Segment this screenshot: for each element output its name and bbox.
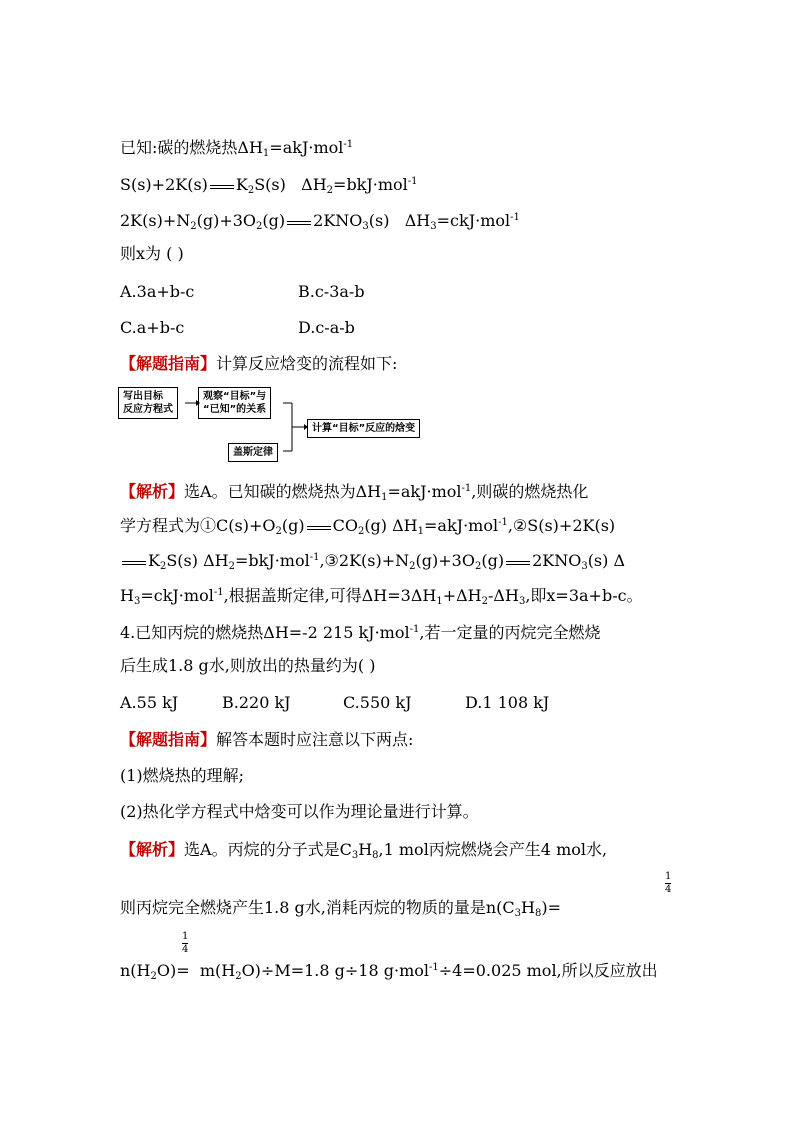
equal-sign-icon	[305, 521, 333, 533]
q4-analysis-line-1: 【解析】选A。丙烷的分子式是$C_3H_8,1$ mol丙烷燃烧会产生4 mol水,	[120, 840, 608, 861]
flow-box-write-target: 写出目标 反应方程式	[118, 387, 178, 419]
guide-tag: 【解题指南】	[120, 354, 217, 373]
flow-arrows	[0, 0, 794, 480]
option-a: A.3a+b-c	[120, 282, 195, 301]
analysis-line-2: 学方程式为$①C(s)+O_2(g)$ $CO_2(g)$ $\Delta H_1=akJ\cdot mol^{-1},②S(s)+2K(s)$	[120, 516, 616, 537]
analysis-tag: 【解析】	[120, 482, 185, 501]
q4-analysis-line-3: $n(H_2O)= m(H_2O)\div M=1.8$ g÷18 g·mol$^{-1}$÷4=0.025 mol,所以反应放出	[120, 961, 658, 982]
analysis-line-3: $K_2S(s)$ $\Delta H_2=bkJ\cdot mol^{-1},③2K(s)+N_2(g)+3O_2(g)$ $2KNO_3(s)$ Δ	[120, 548, 625, 577]
fraction-one-quarter-1: 1 4	[665, 871, 672, 895]
analysis-line-1: 【解析】选A。已知碳的燃烧热为$\Delta H_1=akJ\cdot mol^{-1}$,则碳的燃烧热化	[120, 482, 589, 503]
fraction-one-quarter-2: 1 4	[182, 931, 189, 955]
q4-analysis-line-2: 则丙烷完全燃烧产生1.8 g水,消耗丙烷的物质的量是$n(C_3H_8)=$	[120, 898, 562, 919]
analysis-tag: 【解析】	[120, 840, 185, 859]
analysis-line-4: $H_3=ckJ\cdot mol^{-1}$,根据盖斯定律,可得$\Delta H=3\Delta H_1+\Delta H_2-\Delta H_3$,即x=3a+b-c。	[120, 586, 643, 607]
option-d: D.c-a-b	[298, 318, 355, 337]
equal-sign-icon	[504, 556, 532, 568]
q4-option-b: B.220 kJ	[222, 693, 291, 712]
q4-line-2: 后生成1.8 g水,则放出的热量约为( )	[120, 656, 376, 675]
question-text: 则x为 ( )	[120, 244, 184, 263]
q4-option-d: D.1 108 kJ	[465, 693, 550, 712]
solution-guide: 【解题指南】计算反应焓变的流程如下:	[120, 354, 398, 373]
equation-3: $2K(s)+N_2(g)+3O_2(g)$ $2KNO_3(s)$ $\Delta H_3=ckJ\cdot mol^{-1}$	[120, 211, 520, 232]
equation-2: S(s)+2K(s) $K_2S(s)$ $\Delta H_2=bkJ\cdot mol^{-1}$	[120, 175, 418, 196]
q4-guide: 【解题指南】解答本题时应注意以下两点:	[120, 730, 414, 749]
q4-point-2: (2)热化学方程式中焓变可以作为理论量进行计算。	[120, 802, 479, 821]
q4-line-1: 4.已知丙烷的燃烧热ΔH=-2 215 kJ·mol$^{-1}$,若一定量的丙烷完全燃烧	[120, 623, 601, 642]
flow-box-observe-relation: 观察“目标”与 “已知”的关系	[198, 387, 271, 419]
q4-option-c: C.550 kJ	[343, 693, 412, 712]
known-carbon-line: 已知:碳的燃烧热$\Delta H_1=akJ\cdot mol^{-1}$	[120, 138, 354, 159]
option-c: C.a+b-c	[120, 318, 185, 337]
guide-tag: 【解题指南】	[120, 730, 217, 749]
q4-option-a: A.55 kJ	[120, 693, 179, 712]
flow-box-calculate: 计算“目标”反应的焓变	[307, 419, 420, 438]
option-b: B.c-3a-b	[298, 282, 365, 301]
q4-point-1: (1)燃烧热的理解;	[120, 766, 245, 785]
equal-sign-icon	[120, 556, 148, 568]
flow-box-hess-law: 盖斯定律	[228, 443, 278, 462]
